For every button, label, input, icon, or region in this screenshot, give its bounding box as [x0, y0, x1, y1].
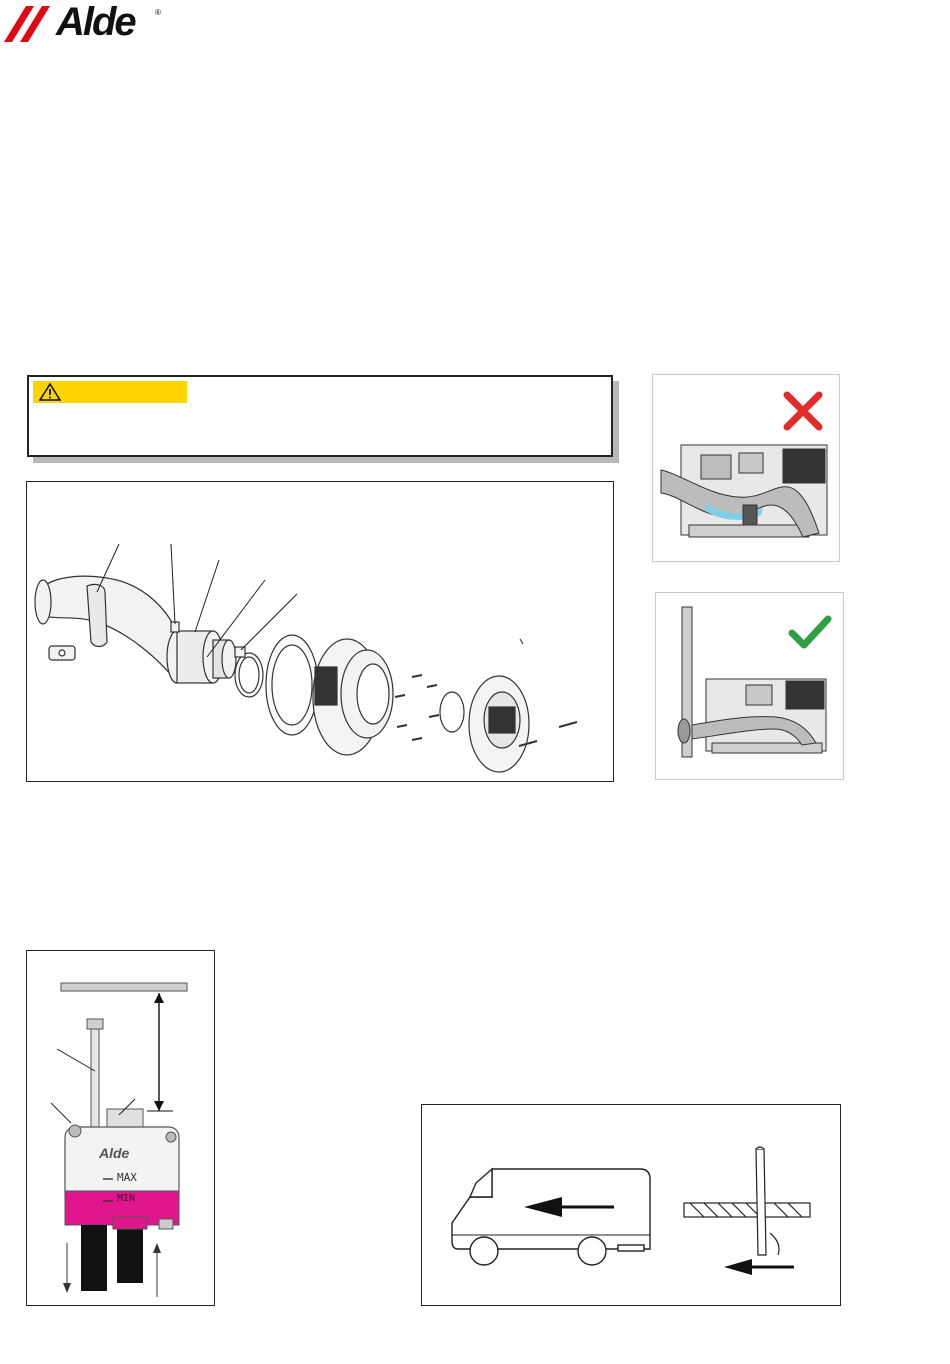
- expansion-tank-diagram: [26, 950, 215, 1306]
- logo-wordmark: Alde: [56, 0, 135, 44]
- tank-logo: Alde: [99, 1145, 130, 1161]
- tank-min-label: MIN: [117, 1193, 136, 1204]
- expansion-tank-illustration: [27, 951, 214, 1305]
- registered-mark: ®: [155, 8, 161, 17]
- mounting-direction-diagram: [421, 1104, 841, 1306]
- warning-triangle-icon: [39, 382, 61, 402]
- flue-parts-illustration: [27, 482, 613, 781]
- warning-box: [27, 375, 613, 457]
- cross-icon: [781, 389, 825, 433]
- logo-slashes-icon: [0, 0, 60, 46]
- check-icon: [788, 613, 832, 653]
- tank-max-label: MAX: [117, 1171, 137, 1184]
- brand-logo: [0, 0, 170, 46]
- mounting-direction-illustration: [422, 1105, 840, 1305]
- flue-exploded-diagram: [26, 481, 614, 782]
- correct-installation-image: [655, 592, 844, 780]
- incorrect-installation-image: [652, 374, 840, 562]
- warning-band: [33, 381, 187, 403]
